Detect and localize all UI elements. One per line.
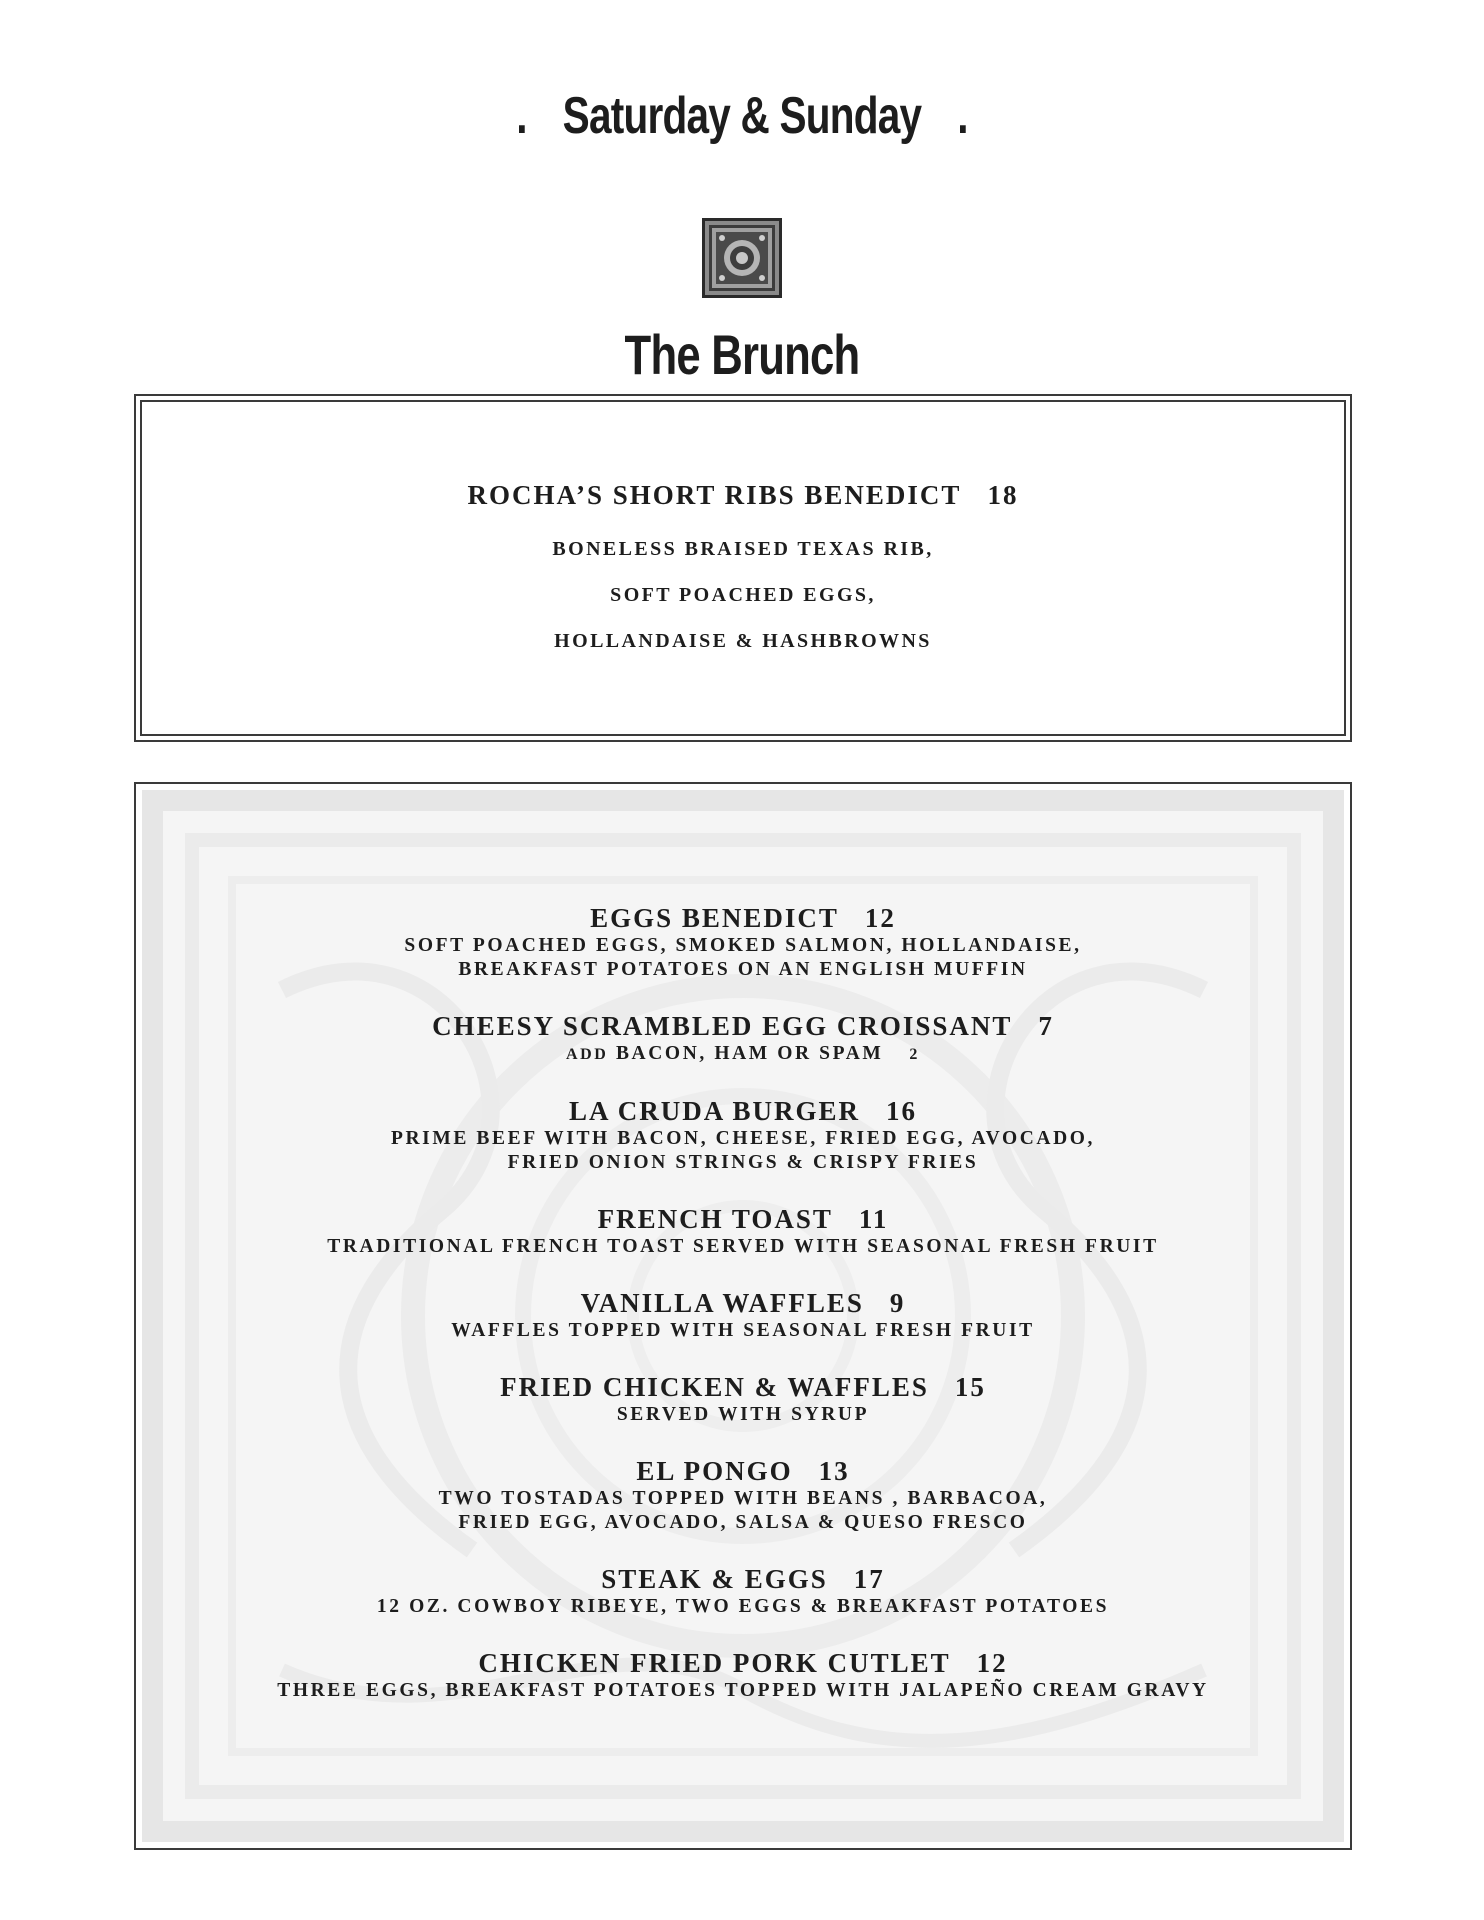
page-title: The Brunch xyxy=(624,323,860,386)
days-label: Saturday & Sunday xyxy=(562,87,922,145)
menu-item-price: 16 xyxy=(886,1096,918,1126)
menu-item-name: STEAK & EGGS 17 xyxy=(601,1564,885,1594)
add-on-price: 2 xyxy=(909,1046,920,1063)
menu-item-name: CHICKEN FRIED PORK CUTLET 12 xyxy=(478,1648,1008,1678)
menu-item-desc: SERVED WITH SYRUP xyxy=(616,1404,870,1425)
menu-item xyxy=(136,1371,1350,1427)
header-dot-left: . xyxy=(516,87,527,145)
menu-item xyxy=(136,902,1350,982)
menu-item-desc: THREE EGGS, BREAKFAST POTATOES TOPPED WITH JALAPEÑO CREAM GRAVY xyxy=(277,1680,1209,1701)
page-subtitle-days xyxy=(163,86,1321,146)
menu-item-desc: PRIME BEEF WITH BACON, CHEESE, FRIED EGG, AVOCADO, xyxy=(390,1128,1096,1149)
ornamental-tile-icon xyxy=(702,218,782,298)
menu-item-price: 15 xyxy=(954,1372,986,1402)
menu-item-desc: BREAKFAST POTATOES ON AN ENGLISH MUFFIN xyxy=(458,959,1028,980)
menu-item-price: 7 xyxy=(1038,1011,1054,1041)
menu-item-desc: WAFFLES TOPPED WITH SEASONAL FRESH FRUIT xyxy=(451,1320,1035,1341)
menu-item xyxy=(136,1455,1350,1535)
menu-item xyxy=(136,1203,1350,1259)
featured-item-price: 18 xyxy=(987,480,1019,510)
menu-item-price: 11 xyxy=(858,1204,889,1234)
menu-items-box xyxy=(134,782,1352,1850)
featured-desc-line: HOLLANDAISE & HASHBROWNS xyxy=(554,630,932,652)
menu-item-price: 12 xyxy=(976,1648,1008,1678)
menu-item-desc: FRIED ONION STRINGS & CRISPY FRIES xyxy=(507,1152,979,1173)
featured-item-box xyxy=(134,394,1352,742)
menu-item-desc: TWO TOSTADAS TOPPED WITH BEANS , BARBACOA, xyxy=(438,1488,1048,1509)
menu-item xyxy=(136,1647,1350,1703)
menu-item-desc: TRADITIONAL FRENCH TOAST SERVED WITH SEASONAL FRESH FRUIT xyxy=(327,1236,1159,1257)
featured-item-name: ROCHA’S SHORT RIBS BENEDICT 18 xyxy=(467,480,1019,510)
header-dot-right: . xyxy=(957,87,968,145)
menu-item xyxy=(136,1287,1350,1343)
menu-item-price: 17 xyxy=(853,1564,885,1594)
menu-item-desc: ADD BACON, HAM OR SPAM 2 xyxy=(566,1043,920,1064)
menu-item-desc: 12 OZ. COWBOY RIBEYE, TWO EGGS & BREAKFAST POTATOES xyxy=(376,1596,1110,1617)
menu-item xyxy=(136,1010,1350,1067)
menu-item-price: 13 xyxy=(818,1456,850,1486)
menu-items-list xyxy=(136,902,1350,1731)
menu-item-name: EGGS BENEDICT 12 xyxy=(590,903,896,933)
menu-item-name: FRENCH TOAST 11 xyxy=(597,1204,889,1234)
featured-desc-line: SOFT POACHED EGGS, xyxy=(610,584,876,606)
menu-item-desc: FRIED EGG, AVOCADO, SALSA & QUESO FRESCO xyxy=(458,1512,1028,1533)
menu-item-name: FRIED CHICKEN & WAFFLES 15 xyxy=(500,1372,986,1402)
menu-item-name: VANILLA WAFFLES 9 xyxy=(580,1288,906,1318)
featured-desc-line: BONELESS BRAISED TEXAS RIB, xyxy=(552,538,934,560)
menu-item xyxy=(136,1095,1350,1175)
menu-item-price: 12 xyxy=(864,903,896,933)
menu-item-desc: SOFT POACHED EGGS, SMOKED SALMON, HOLLANDAISE, xyxy=(404,935,1082,956)
menu-item xyxy=(136,1563,1350,1619)
menu-item-name: CHEESY SCRAMBLED EGG CROISSANT 7 xyxy=(432,1011,1054,1041)
menu-item-price: 9 xyxy=(889,1288,906,1318)
menu-item-name: LA CRUDA BURGER 16 xyxy=(568,1096,918,1126)
menu-item-name: EL PONGO 13 xyxy=(636,1456,850,1486)
